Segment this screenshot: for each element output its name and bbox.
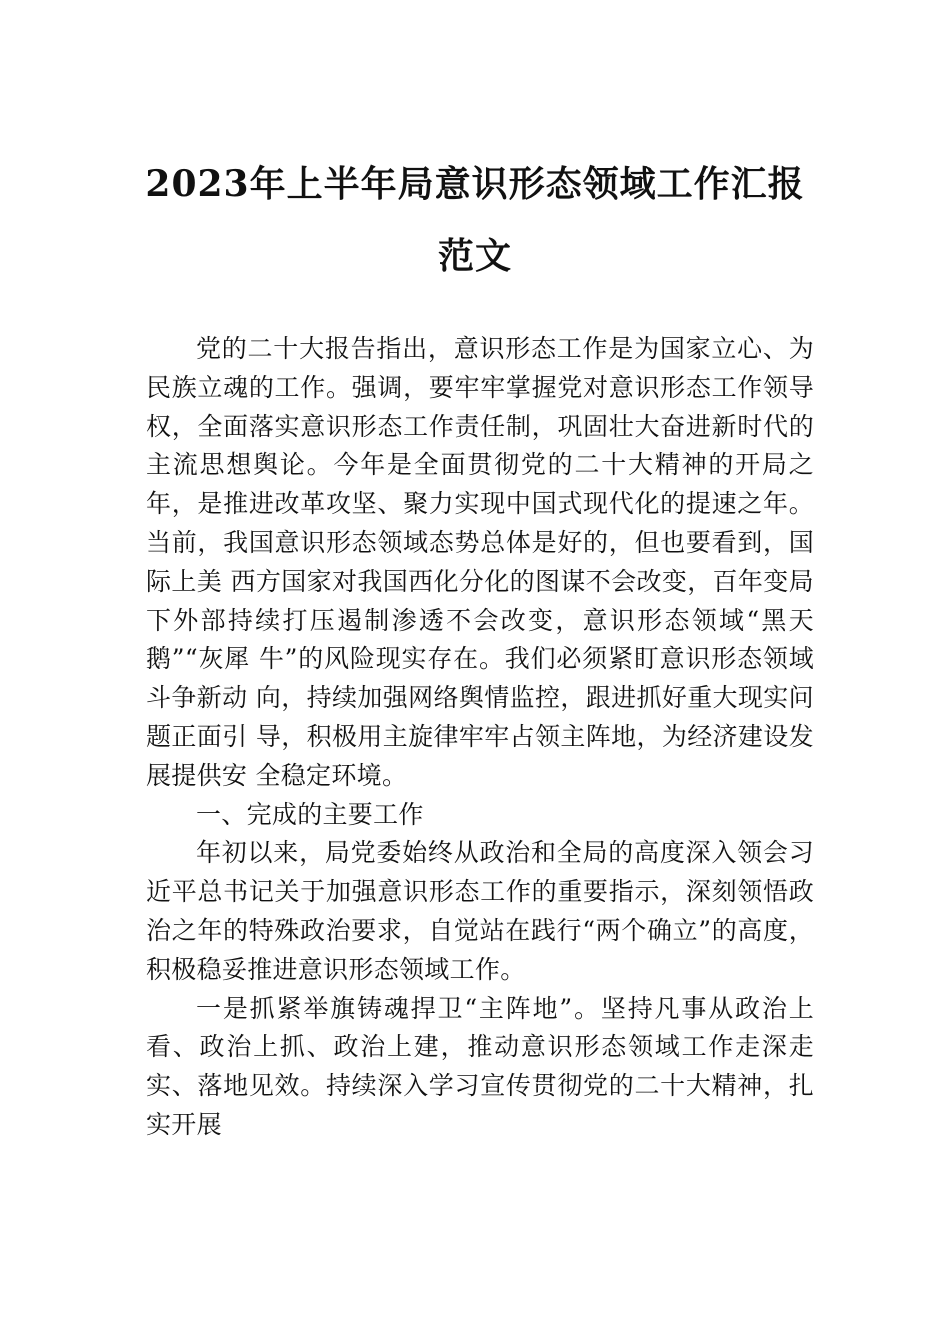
document-title: 2023年上半年局意识形态领域工作汇报范文 [145,163,805,277]
section-paragraph-2: 一是抓紧举旗铸魂捍卫“主阵地”。坚持凡事从政治上看、政治上抓、政治上建，推动意识形态领域工作走深走实、落地见效。持续深入学习宣传贯彻党的二十大精神，扎实开展 [146,993,814,1139]
document-body [146,330,814,1145]
section-paragraph-1: 年初以来，局党委始终从政治和全局的高度深入领会习近平总书记关于加强意识形态工作的重要指示，深刻领悟政治之年的特殊政治要求，自觉站在践行“两个确立”的高度，积极稳妥推进意识形态领域工作。 [146,838,814,984]
intro-paragraph: 党的二十大报告指出，意识形态工作是为国家立心、为民族立魂的工作。强调，要牢牢掌握党对意识形态工作领导权，全面落实意识形态工作责任制，巩固壮大奋进新时代的主流思想舆论。今年是全面贯彻党的二十大精神的开局之年，是推进改革攻坚、聚力实现中国式现代化的提速之年。当前，我国意识形态领域态势总体是好的，但也要看到，国际上美 西方国家对我国西化分化的图谋不会改变，百年变局下外部持续打压遏制渗透不会改变，意识形态领域“黑天鹅”“灰犀 牛”的风险现实存在。我们必须紧盯意识形态领域斗争新动 向，持续加强网络舆情监控，跟进抓好重大现实问题正面引 导，积极用主旋律牢牢占领主阵地，为经济建设发展提供安 全稳定环境。 [146,334,814,790]
section-heading: 一、完成的主要工作 [196,799,424,829]
